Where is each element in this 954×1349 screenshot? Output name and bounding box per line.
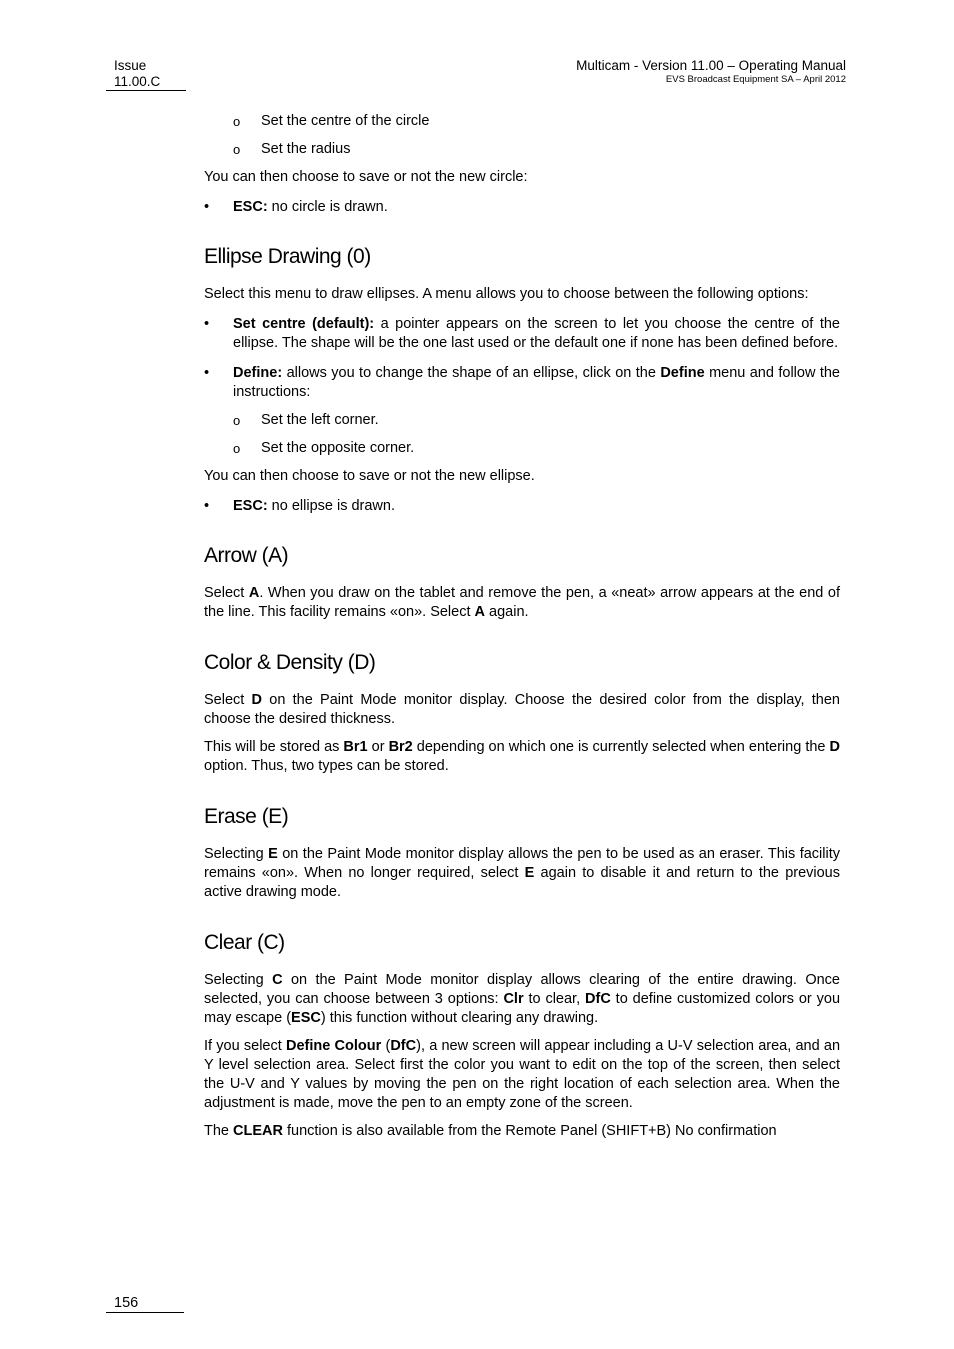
header-issue bbox=[106, 58, 186, 91]
page-content bbox=[204, 112, 840, 1141]
page-footer bbox=[106, 1294, 184, 1313]
color-density-heading: Color & Density (D) bbox=[204, 651, 376, 674]
clear-define-colour-text: If you select Define Colour (DfC), a new screen will appear including a U-V selection area, and an Y level selection area. Select first the color you want to edit on the top of the screen, then select the U-V and Y values by moving the pen on the right location of each selection area. When the adjustment is made, move the pen to an empty zone of the screen. bbox=[204, 1038, 841, 1111]
ellipse-intro: Select this menu to draw ellipses. A menu allows you to choose between the following options: bbox=[204, 286, 809, 302]
manual-title: Multicam - Version 11.00 – Operating Manual bbox=[576, 58, 846, 73]
erase-text: Selecting E on the Paint Mode monitor display allows the pen to be used as an eraser. This facility remains «on». When no longer required, select E again to disable it and return to the previous active drawing mode. bbox=[204, 846, 840, 900]
clear-remote-panel-text: The CLEAR function is also available from the Remote Panel (SHIFT+B) No confirmation bbox=[204, 1123, 777, 1139]
ellipse-bullet-set-centre: • Set centre (default): a pointer appears on the screen to let you choose the centre of the ellipse. The shape will be the one last used or the default one if none has been defined before. bbox=[204, 316, 840, 351]
arrow-heading: Arrow (A) bbox=[204, 544, 289, 567]
circle-esc-bullet: • ESC: no circle is drawn. bbox=[204, 199, 388, 215]
ellipse-save-text: You can then choose to save or not the new ellipse. bbox=[204, 468, 535, 484]
ellipse-sub-item: o Set the left corner. bbox=[233, 412, 379, 428]
manual-subtitle: EVS Broadcast Equipment SA – April 2012 bbox=[665, 74, 846, 85]
color-density-storage-text: This will be stored as Br1 or Br2 depending on which one is currently selected when entering the D option. Thus, two types can be stored. bbox=[204, 739, 840, 774]
ellipse-esc-bullet: • ESC: no ellipse is drawn. bbox=[204, 498, 395, 514]
arrow-text: Select A. When you draw on the tablet and remove the pen, a «neat» arrow appears at the end of the line. This facility remains «on». Select A again. bbox=[204, 585, 840, 620]
erase-heading: Erase (E) bbox=[204, 805, 289, 828]
circle-sub-item: o Set the radius bbox=[233, 141, 351, 157]
clear-heading: Clear (C) bbox=[204, 931, 285, 954]
circle-save-text: You can then choose to save or not the new circle: bbox=[204, 169, 528, 185]
header-title-block bbox=[576, 58, 846, 85]
issue-label: Issue bbox=[114, 58, 147, 73]
page-number: 156 bbox=[114, 1295, 139, 1311]
color-density-text: Select D on the Paint Mode monitor display. Choose the desired color from the display, then choose the desired thickness. bbox=[204, 692, 840, 727]
ellipse-heading: Ellipse Drawing (0) bbox=[204, 245, 371, 268]
circle-sub-item: o Set the centre of the circle bbox=[233, 113, 430, 129]
issue-number: 11.00.C bbox=[114, 74, 161, 89]
ellipse-sub-item: o Set the opposite corner. bbox=[233, 440, 415, 456]
ellipse-bullet-define: • Define: allows you to change the shape of an ellipse, click on the Define menu and follow the instructions: bbox=[204, 365, 840, 400]
clear-text: Selecting C on the Paint Mode monitor display allows clearing of the entire drawing. Once selected, you can choose between 3 options: Clr to clear, DfC to define customized colors or you may escape (ESC) this function without clearing any drawing. bbox=[204, 972, 841, 1026]
